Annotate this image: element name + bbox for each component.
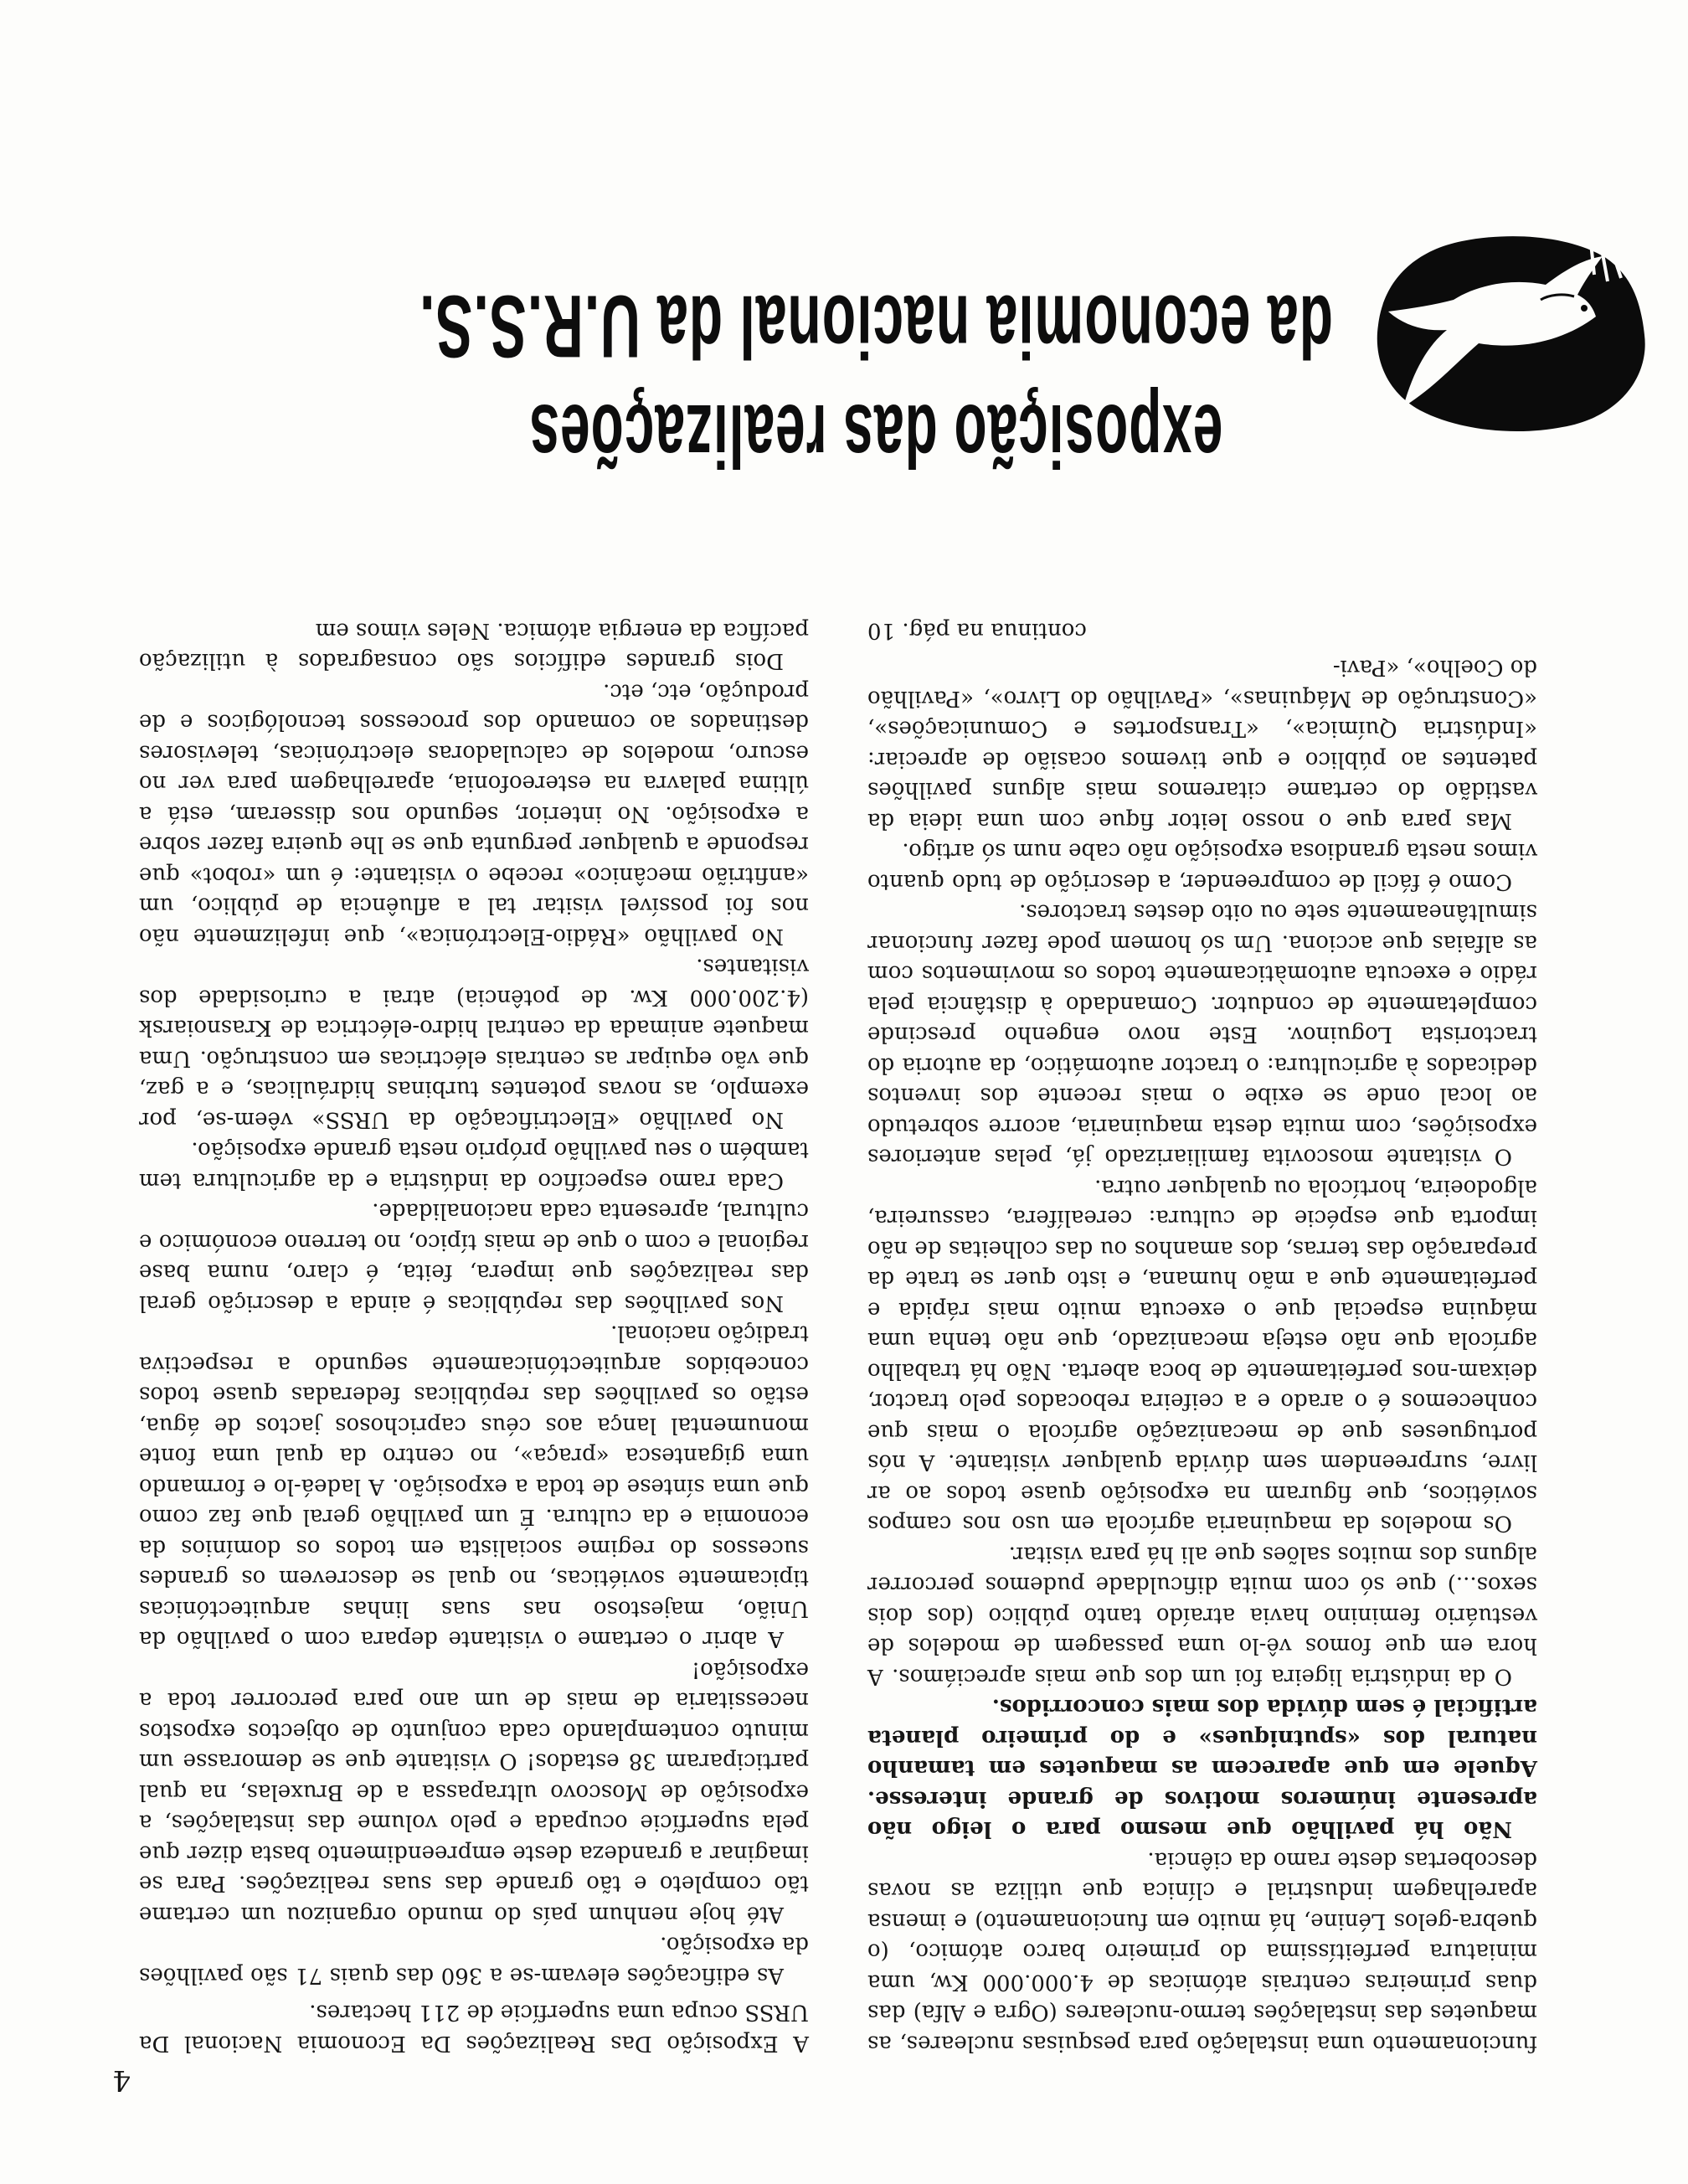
article-paragraph: Mas para que o nosso leitor fique com uma ideia da vastidão do certame citaremos mais alguns pavilhões patentes ao público e que tivemos ocasião de apreciar: «Indústria Química», «Transportes e Comunicações», «Construção de Máquinas», «Pavilhão do Livro», «Pavilhão do Coelho», «Pavi- (867, 655, 1537, 833)
article-paragraph: A abrir o certame o visitante depara com o pavilhão da União, majestoso nas suas linhas arquitectónicas tipicamente soviéticas, no qual se descrevem os grandes sucessos do regime socialista em todos os domínios da economia e da cultura. É um pavilhão geral que faz como que uma síntese de toda a exposição. A ladeá-lo e formando uma gigantesca «praça», no centro da qual uma fonte monumental lança aos céus caprichosos jactos de água, estão os pavilhões das repúblicas federadas quase todos concebidos arquitectónicamente segundo a respectiva tradição nacional. (139, 1321, 809, 1652)
article-column-left (139, 616, 809, 2059)
article-intro: A Exposição Das Realizações Da Economia Nacional Da URSS ocupa uma superfície de 211 hectares. (139, 2000, 809, 2056)
article-paragraph: Nos pavilhões das repúblicas é ainda a descrição geral das realizações que impera, feita, é claro, numa base regional e com o que de mais típico, no terreno económico e cultural, apresenta cada nacionalidade. (139, 1198, 809, 1316)
article-paragraph: No pavilhão «Rádio-Electrónica», que infelizmente não nos foi possível visitar tal a afluência de público, um «anfitrião mecânico» recebe o visitante: é um «robot» que responde a qualquer pergunta que se lhe queira fazer sobre a exposição. No interior, segundo nos disseram, está a última palavra na estereofonia, aparelhagem para ver no escuro, modelos de calculadoras electrónicas, televisores destinados ao comando dos processos tecnológicos e de produção, etc, etc. (139, 679, 809, 949)
article-paragraph: funcionamento uma instalação para pesquisas nucleares, as maquetes das instalações termo-nucleares (Ogra e Alfa) das duas primeiras centrais atómicas de 4.000.000 Kw, uma miniatura perfeitíssima do primeiro barco atómico, (o quebra-gelos Lénine, há muito em funcionamento) e imensa aparelhagem industrial e clínica que utiliza as novas descobertas deste ramo da ciência. (867, 1847, 1537, 2056)
headline-line-2: da economia nacional da U.R.S.S. (419, 276, 1333, 377)
headline (382, 276, 1370, 486)
dove-over-globe-icon (1370, 233, 1655, 442)
article-paragraph: Dois grandes edifícios são consagrados à utilização pacífica da energia atómica. Neles vimos em (139, 618, 809, 674)
article-paragraph: Os modelos da maquinaria agrícola em uso nos campos soviéticos, que figuram na exposição quase todos ao ar livre, surpreendem sem dúvida qualquer visitante. A nós portugueses que de mecanização agrícola o mais que conhecemos é o arado e a ceifeira rebocados pelo tractor, deixam-nos perfeitamente de boca aberta. Não há trabalho agrícola que não esteja mecanizado, que não tenha uma máquina especial que o executa muito mais rápida e perfeitamente que a mão humana, e isto quer se trate da preparação das terras, dos amanhos ou das colheitas de não importa que espécie de cultura: cerealífera, cassureira, algodoeira, hortícola ou qualquer outra. (867, 1175, 1537, 1537)
article-column-right (867, 616, 1537, 2059)
page-number: 4 (112, 2063, 131, 2097)
continued-note: continua na pág. 10 (867, 618, 1087, 643)
article-paragraph: As edificações elevam-se a 360 das quais 71 são pavilhões da exposição. (139, 1932, 809, 1988)
article-paragraph: Como é fácil de compreender, a descrição de tudo quanto vimos nesta grandiosa exposição não cabe num só artigo. (867, 838, 1537, 894)
article-paragraph: Cada ramo específico da indústria e da agricultura tem também o seu pavilhão próprio nesta grande exposição. (139, 1137, 809, 1193)
article-paragraph: O visitante moscovita familiarizado já, pelas anteriores exposições, com muita desta maquinaria, acorre sobretudo ao local onde se exibe o mais recente dos inventos dedicados à agricultura: o tractor automático, da autoria do tractorista Loguinov. Este novo engenho prescinde completamente de condutor. Comandado à distância pela rádio e executa automàticamente todos os movimentos com as alfaias que acciona. Um só homem pode fazer funcionar simultâneamente sete ou oito destes tractores. (867, 899, 1537, 1170)
article-paragraph: No pavilhão «Electrificação da URSS» vêem-se, por exemplo, as novas potentes turbinas hidráulicas, e a gaz, que vão equipar as centrais eléctricas em construção. Uma maquete animada da central hidro-eléctrica de Krasnoiarsk (4.200.000 Kw. de potência) atrai a curiosidade dos visitantes. (139, 954, 809, 1132)
headline-line-1: exposição das realizações (528, 385, 1223, 486)
article-paragraph: Não há pavilhão que mesmo para o leigo não apresente inúmeros motivos de grande interesse. Aquele em que aparecem as maquetes em tamanho natural dos «sputniques» e do primeiro planeta artificial é sem dúvida dos mais concorridos. (867, 1694, 1537, 1842)
article-paragraph: O da indústria ligeira foi um dos que mais apreciámos. A hora em que fomos vê-lo uma passagem de modelos de vestuário feminino havia atraído tanto público (dos dois sexos...) que só com muita dificuldade pudemos percorrer alguns dos muitos salões que ali há para visitar. (867, 1542, 1537, 1689)
article-paragraph: Até hoje nenhum país do mundo organizou um certame tão completo e tão grande das suas realizações. Para se imaginar a grandeza deste empreendimento basta dizer que pela superfície ocupada e pelo volume das instalações, a exposição de Moscovo ultrapassa a de Bruxelas, na qual participaram 38 estados! O visitante que se demorasse um minuto contemplando cada conjunto de objectos expostos necessitaria de mais de um ano para percorrer toda a exposição! (139, 1657, 809, 1927)
